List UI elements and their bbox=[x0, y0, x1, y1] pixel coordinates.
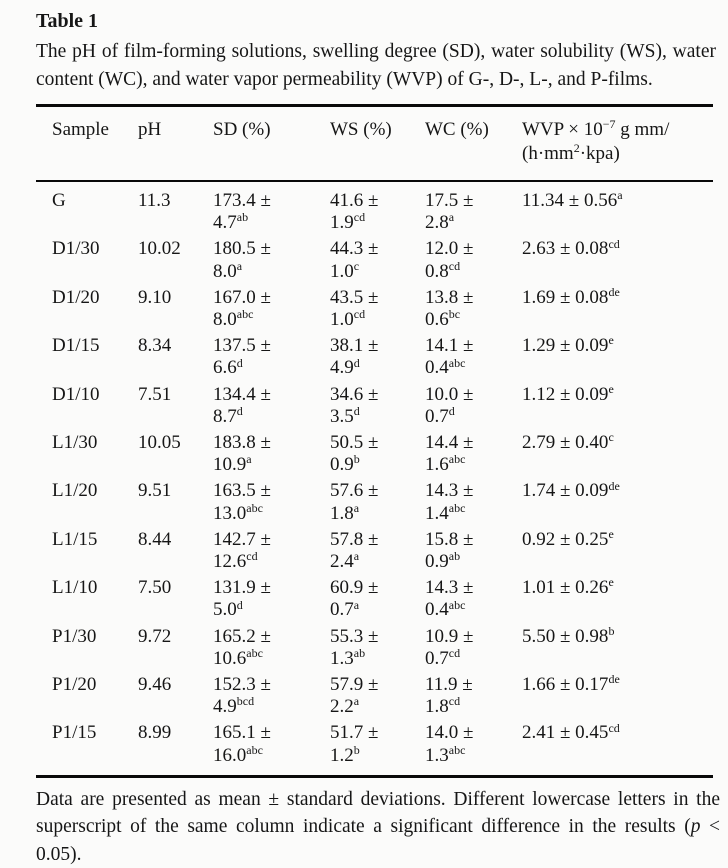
wvp-cell: 2.63 ± 0.08$^{cd}$ bbox=[522, 236, 620, 260]
ws-cell: 57.6 ± 1.8$^a$ bbox=[330, 480, 379, 524]
sample-cell: L1/20 bbox=[52, 480, 98, 502]
wc-cell: 15.8 ± 0.9$^{ab}$ bbox=[425, 528, 474, 573]
wvp-cell: 1.01 ± 0.26$^e$ bbox=[522, 575, 614, 599]
table-row bbox=[36, 430, 713, 478]
sd-cell: 173.4 ± 4.7$^{ab}$ bbox=[213, 190, 271, 234]
ph-cell: 9.46 bbox=[138, 674, 172, 696]
sample-cell: G bbox=[52, 190, 66, 211]
wvp-cell: 5.50 ± 0.98$^b$ bbox=[522, 623, 615, 647]
ph-cell: 8.34 bbox=[138, 335, 172, 357]
wc-cell: 14.4 ± 1.6$^{abc}$ bbox=[425, 432, 474, 476]
sample-cell: P1/30 bbox=[52, 625, 97, 647]
sd-cell: 165.1 ± 16.0$^{abc}$ bbox=[213, 722, 271, 766]
ws-cell: 55.3 ± 1.3$^{ab}$ bbox=[330, 625, 379, 669]
sample-cell: P1/15 bbox=[52, 722, 97, 744]
sd-cell: 180.5 ± 8.0$^a$ bbox=[213, 238, 271, 282]
data-table bbox=[36, 104, 713, 778]
wvp-unit2-pre: (h·mm bbox=[522, 143, 574, 164]
wvp-cell: 1.69 ± 0.08de bbox=[522, 284, 620, 308]
ph-cell: 9.72 bbox=[138, 625, 172, 647]
ph-cell: 10.02 bbox=[138, 238, 181, 260]
wc-cell: 10.9 ± 0.7$^{cd}$ bbox=[425, 625, 474, 669]
wc-cell: 17.5 ± 2.8$^a$ bbox=[425, 190, 474, 234]
wvp-cell: 2.79 ± 0.40$^c$ bbox=[522, 430, 614, 454]
wvp-cell: 0.92 ± 0.25$^e$ bbox=[522, 527, 614, 550]
table-row bbox=[36, 478, 713, 526]
table-row bbox=[36, 527, 713, 575]
ws-cell: 51.7 ± 1.2$^b$ bbox=[330, 722, 379, 766]
table-row bbox=[36, 236, 713, 284]
ws-cell: 43.5 ± 1.0$^{cd}$ bbox=[330, 286, 379, 331]
ph-cell: 9.10 bbox=[138, 286, 172, 308]
column-header-wvp bbox=[522, 106, 713, 182]
sd-cell: 165.2 ± 10.6$^{abc}$ bbox=[213, 625, 271, 669]
table-row bbox=[36, 720, 713, 776]
sample-cell: L1/10 bbox=[52, 577, 98, 599]
ws-cell: 57.8 ± 2.4$^a$ bbox=[330, 528, 379, 573]
wc-cell: 14.0 ± 1.3$^{abc}$ bbox=[425, 722, 474, 766]
ph-cell: 8.44 bbox=[138, 528, 172, 550]
table-row bbox=[36, 181, 713, 236]
footnote-text: Data are presented as mean ± standard deviations. Different lowercase letters in the superscript of the same column indicate a significant difference in the results ( bbox=[36, 788, 720, 838]
sd-cell: 142.7 ± 12.6$^{cd}$ bbox=[213, 528, 271, 573]
column-header-sample: Sample bbox=[36, 106, 138, 182]
header-row bbox=[36, 106, 713, 182]
sd-cell: 163.5 ± 13.0$^{abc}$ bbox=[213, 480, 271, 524]
sample-cell: L1/15 bbox=[52, 528, 98, 550]
ws-cell: 44.3 ± 1.0$^c$ bbox=[330, 238, 379, 282]
footnote-p-symbol: p bbox=[690, 816, 701, 838]
wvp-cell: 11.34 ± 0.56$^a$ bbox=[522, 188, 623, 211]
ph-cell: 7.51 bbox=[138, 383, 172, 405]
wc-cell: 12.0 ± 0.8$^{cd}$ bbox=[425, 238, 474, 282]
table-row bbox=[36, 624, 713, 672]
column-header-wc: WC (%) bbox=[425, 106, 522, 182]
sample-cell: D1/20 bbox=[52, 286, 100, 308]
table-row bbox=[36, 575, 713, 623]
column-header-sd: SD (%) bbox=[213, 106, 330, 182]
sd-cell: 137.5 ± 6.6$^d$ bbox=[213, 335, 271, 379]
table-label: Table 1 bbox=[36, 10, 99, 32]
table-caption: The pH of film-forming solutions, swelling degree (SD), water solubility (WS), water content (WC), and water vapor permeability (WVP) of G-, D-, L-, and P-films. bbox=[36, 41, 716, 90]
wvp-cell: 1.12 ± 0.09$^e$ bbox=[522, 381, 614, 405]
wc-cell: 14.1 ± 0.4$^{abc}$ bbox=[425, 335, 474, 379]
wvp-unit2-sup: 2 bbox=[573, 141, 580, 156]
table-row bbox=[36, 382, 713, 430]
footnote-tail: < 0.05). bbox=[36, 816, 720, 865]
ws-cell: 38.1 ± 4.9$^d$ bbox=[330, 335, 379, 379]
column-header-ph: pH bbox=[138, 106, 213, 182]
wvp-cell: 1.29 ± 0.09$^e$ bbox=[522, 333, 614, 357]
wvp-cell: 1.74 ± 0.09de bbox=[522, 478, 620, 502]
sd-cell: 167.0 ± 8.0$^{abc}$ bbox=[213, 286, 271, 331]
sample-cell: D1/10 bbox=[52, 383, 100, 405]
ph-cell: 11.3 bbox=[138, 190, 171, 211]
sd-cell: 152.3 ± 4.9$^{bcd}$ bbox=[213, 674, 271, 718]
ws-cell: 41.6 ± 1.9$^{cd}$ bbox=[330, 190, 379, 234]
wvp-exponent: −7 bbox=[602, 117, 616, 132]
ph-cell: 9.51 bbox=[138, 480, 172, 502]
wc-cell: 14.3 ± 1.4$^{abc}$ bbox=[425, 480, 474, 524]
ph-cell: 10.05 bbox=[138, 432, 181, 454]
sd-cell: 183.8 ± 10.9$^a$ bbox=[213, 432, 271, 476]
wvp-unit2-post: ·kpa) bbox=[579, 143, 620, 164]
table-header bbox=[36, 106, 713, 182]
ph-cell: 7.50 bbox=[138, 577, 172, 599]
wvp-unit-prefix: WVP × 10 bbox=[522, 119, 603, 140]
ws-cell: 34.6 ± 3.5$^d$ bbox=[330, 383, 379, 427]
wc-cell: 10.0 ± 0.7$^d$ bbox=[425, 383, 474, 427]
table-body bbox=[36, 181, 713, 776]
ws-cell: 57.9 ± 2.2$^a$ bbox=[330, 674, 379, 718]
wvp-cell: 2.41 ± 0.45$^{cd}$ bbox=[522, 720, 620, 744]
sd-cell: 134.4 ± 8.7$^d$ bbox=[213, 383, 271, 427]
sample-cell: P1/20 bbox=[52, 674, 97, 696]
sample-cell: L1/30 bbox=[52, 432, 98, 454]
sample-cell: D1/15 bbox=[52, 335, 100, 357]
table-row bbox=[36, 285, 713, 333]
ws-cell: 50.5 ± 0.9$^b$ bbox=[330, 432, 379, 476]
wc-cell: 14.3 ± 0.4$^{abc}$ bbox=[425, 577, 474, 621]
table-footnote bbox=[36, 786, 720, 868]
wc-cell: 11.9 ± 1.8$^{cd}$ bbox=[425, 674, 473, 718]
ws-cell: 60.9 ± 0.7$^a$ bbox=[330, 577, 379, 621]
sd-cell: 131.9 ± 5.0$^d$ bbox=[213, 577, 271, 621]
column-header-ws: WS (%) bbox=[330, 106, 425, 182]
wvp-cell: 1.66 ± 0.17de bbox=[522, 672, 620, 696]
table-row bbox=[36, 333, 713, 381]
table-row bbox=[36, 672, 713, 720]
wvp-unit1: g mm/ bbox=[615, 119, 670, 140]
sample-cell: D1/30 bbox=[52, 238, 100, 260]
ph-cell: 8.99 bbox=[138, 722, 172, 744]
wc-cell: 13.8 ± 0.6$^{bc}$ bbox=[425, 286, 474, 331]
